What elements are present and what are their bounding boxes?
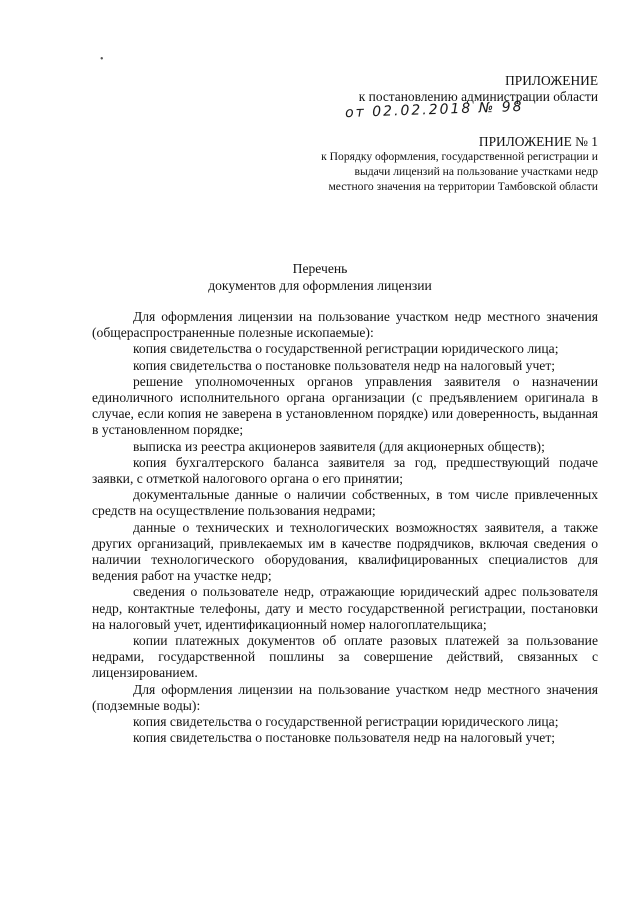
appendix-1-heading: ПРИЛОЖЕНИЕ № 1 bbox=[478, 134, 598, 149]
list-item: решение уполномоченных органов управления заявителя о назначении единоличного исполнительного органа организации (с предъявлением оригинала в случае, если копия не заверена в установленном порядке) или доверенность, выданная в установленном порядке; bbox=[92, 373, 598, 438]
order-line: местного значения на территории Тамбовской области bbox=[328, 180, 598, 193]
document-title: Перечень bbox=[292, 261, 348, 276]
document-subtitle: документов для оформления лицензии bbox=[208, 278, 432, 293]
order-reference bbox=[321, 149, 598, 194]
resolution-reference: к постановлению администрации области bbox=[358, 89, 598, 104]
list-item: сведения о пользователе недр, отражающие юридический адрес пользователя недр, контактные телефоны, дату и место государственной регистрации, постановки на налоговый учет, идентификационный номер налогоплательщика; bbox=[92, 584, 598, 632]
handwritten-date-number: от 02.02.2018 № 98 bbox=[344, 98, 524, 122]
order-line: к Порядку оформления, государственной регистрации и bbox=[321, 150, 598, 163]
paragraph: Для оформления лицензии на пользование участком недр местного значения (подземные воды): bbox=[92, 681, 598, 713]
list-item: копии платежных документов об оплате разовых платежей за пользование недрами, государственной пошлины за совершение действий, связанных с лицензированием. bbox=[92, 633, 598, 681]
scan-mark: • bbox=[100, 54, 104, 65]
list-item: копия свидетельства о государственной регистрации юридического лица; bbox=[133, 341, 559, 357]
list-item: документальные данные о наличии собственных, в том числе привлеченных средств на осуществление пользования недрами; bbox=[92, 487, 598, 519]
paragraph: Для оформления лицензии на пользование участком недр местного значения (общераспространенные полезные ископаемые): bbox=[92, 309, 598, 341]
list-item: копия бухгалтерского баланса заявителя за год, предшествующий подаче заявки, с отметкой налогового органа о его принятии; bbox=[92, 454, 598, 487]
document-body bbox=[92, 309, 598, 746]
list-item: копия свидетельства о постановке пользователя недр на налоговый учет; bbox=[133, 730, 556, 746]
list-item: данные о технических и технологических возможностях заявителя, а также других организаций, привлекаемых им в качестве подрядчиков, включая сведения о наличии технологического оборудования, квалифицированных специалистов для ведения работ на участке недр; bbox=[92, 519, 598, 584]
appendix-heading: ПРИЛОЖЕНИЕ bbox=[505, 73, 598, 88]
order-line: выдачи лицензий на пользование участками недр bbox=[354, 165, 598, 178]
list-item: копия свидетельства о постановке пользователя недр на налоговый учет; bbox=[133, 357, 556, 373]
list-item: выписка из реестра акционеров заявителя (для акционерных обществ); bbox=[133, 438, 545, 454]
list-item: копия свидетельства о государственной регистрации юридического лица; bbox=[133, 714, 559, 730]
